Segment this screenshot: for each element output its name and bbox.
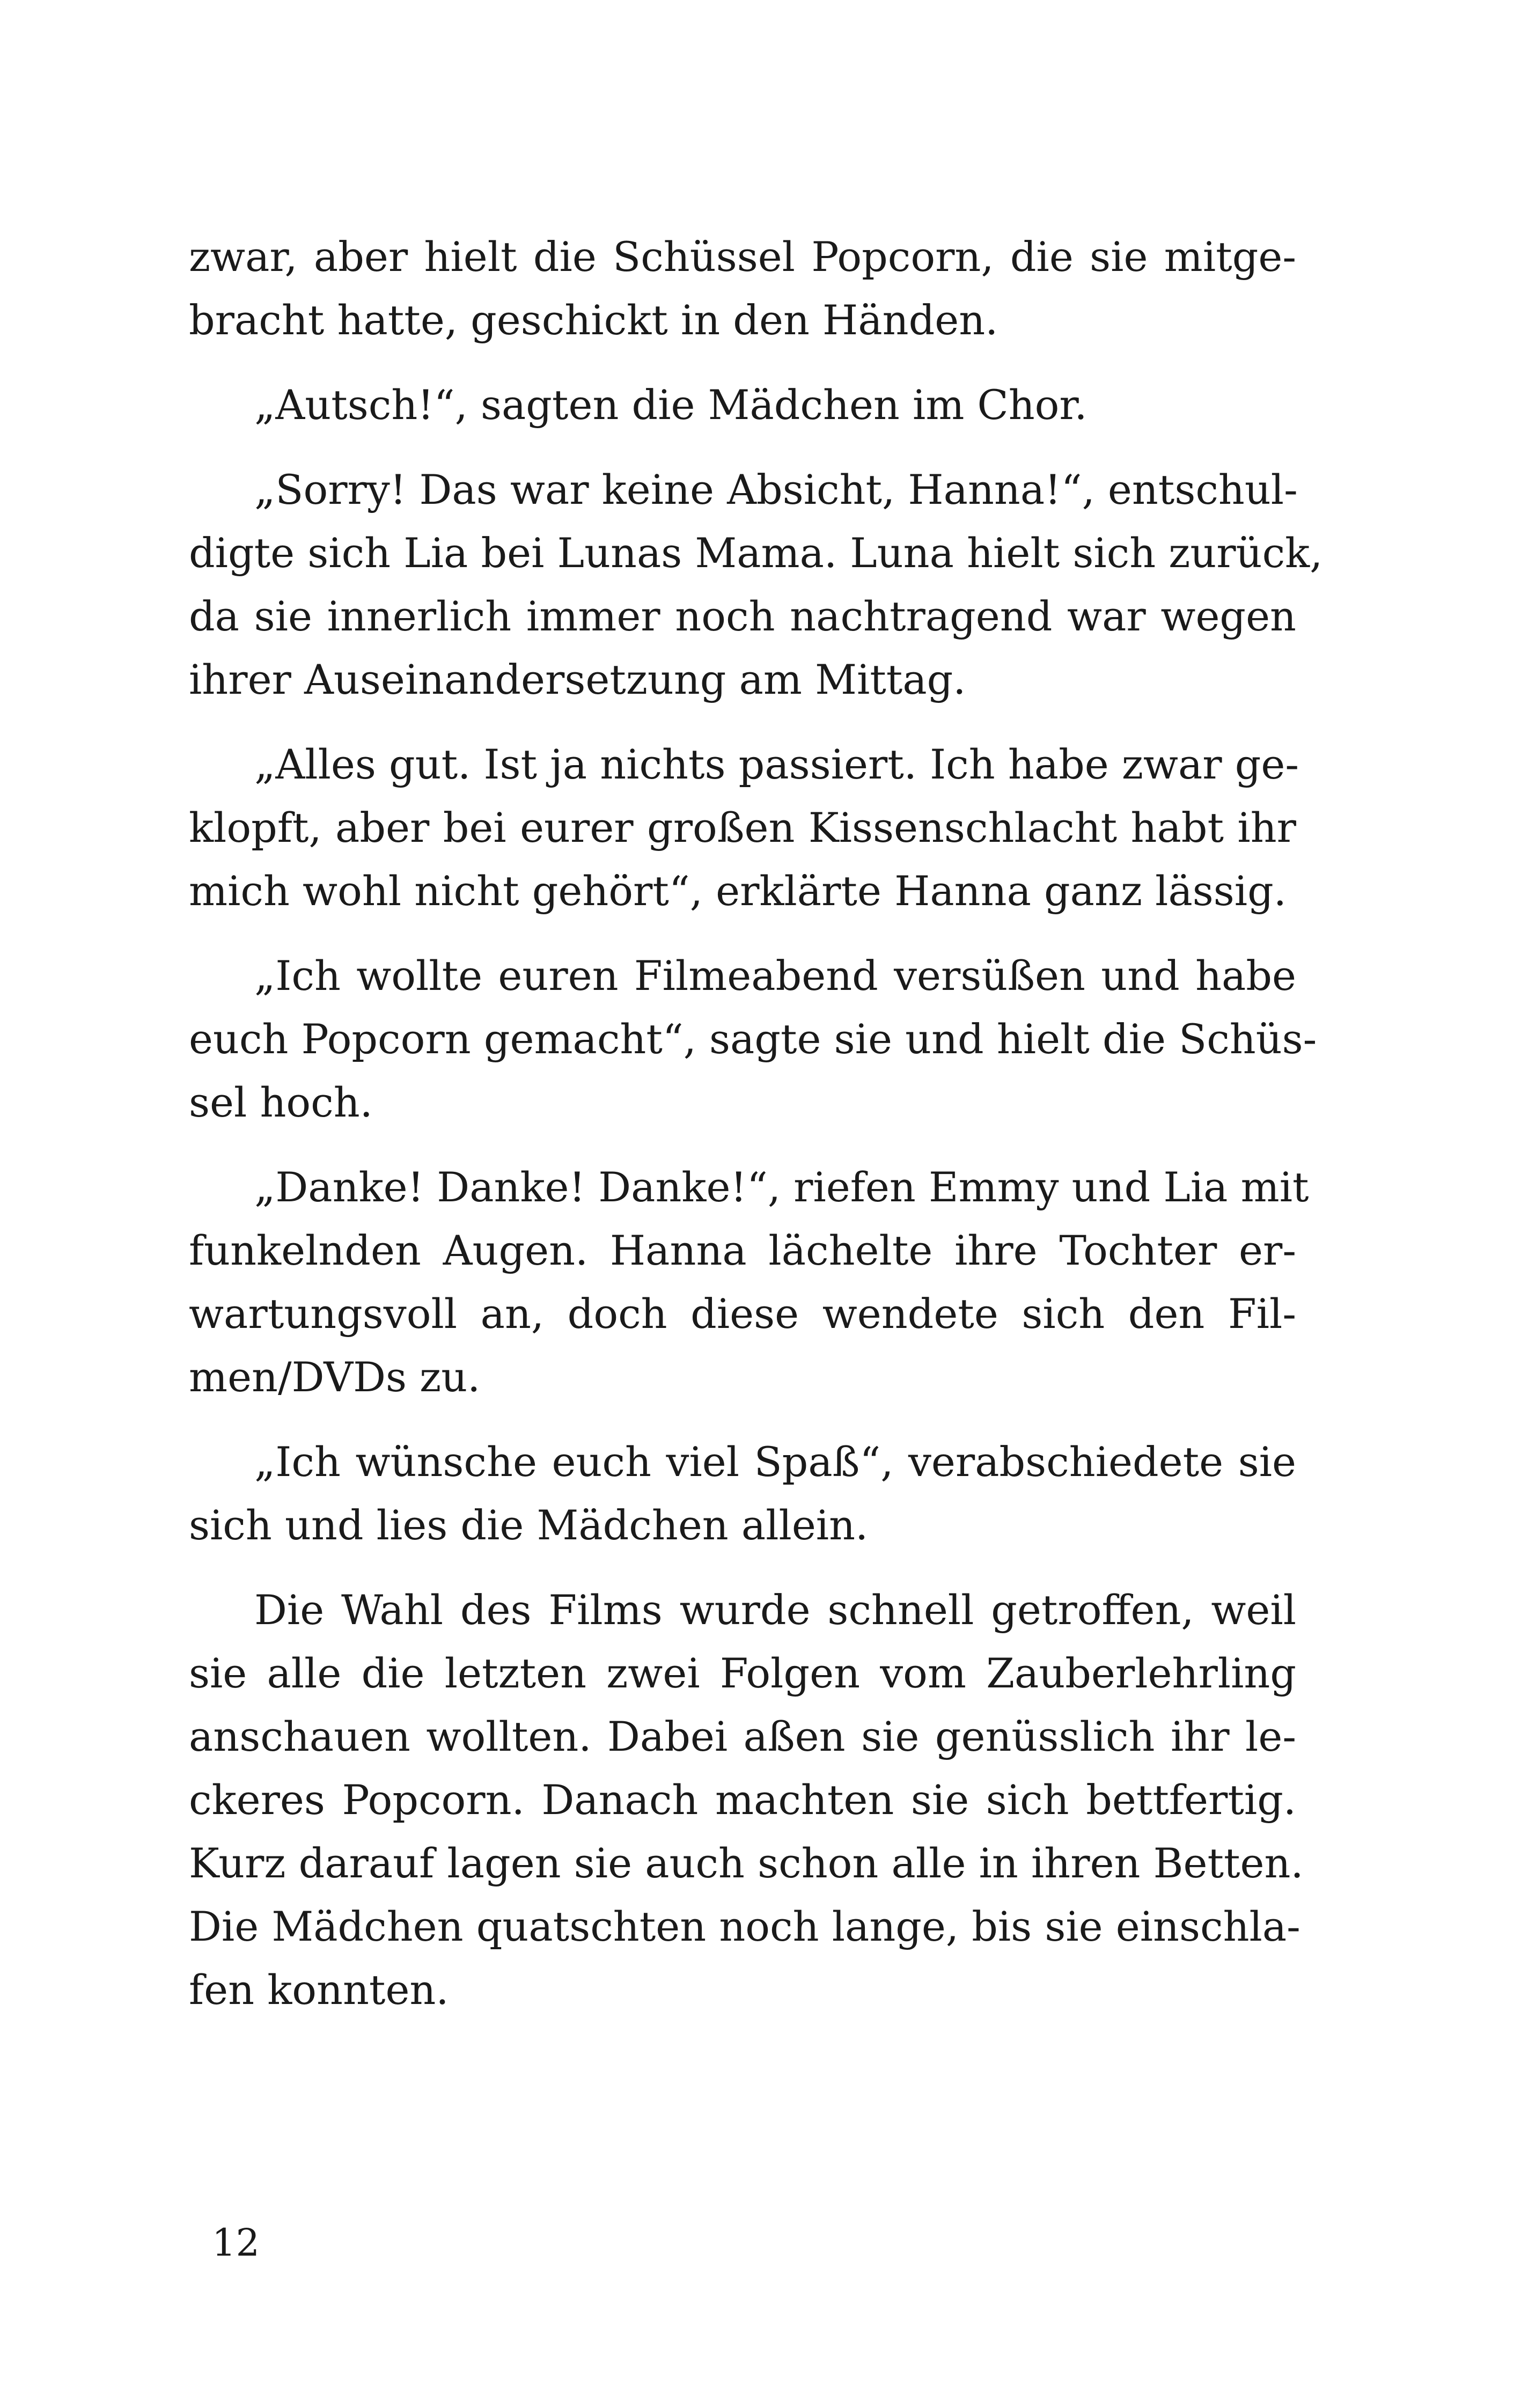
text-line: ihrer Auseinandersetzung am Mittag. <box>189 656 966 703</box>
text-line: „Sorry! Das war keine Absicht, Hanna!“, entschul- <box>254 466 1298 513</box>
paragraph-4 <box>189 733 1299 923</box>
text-line: „Ich wünsche euch viel Spaß“, verabschiedete sie <box>254 1438 1296 1486</box>
text-line: ckeres Popcorn. Danach machten sie sich bettfertig. <box>189 1776 1296 1824</box>
paragraph-7 <box>189 1430 1296 1557</box>
body-text <box>189 225 1323 2043</box>
paragraph-6 <box>189 1156 1309 1409</box>
page-number: 12 <box>212 2221 260 2265</box>
text-line: Kurz darauf lagen sie auch schon alle in ihren Betten. <box>189 1839 1304 1887</box>
text-line: „Danke! Danke! Danke!“, riefen Emmy und Lia mit <box>254 1163 1309 1211</box>
paragraph-5 <box>189 944 1317 1134</box>
text-line: da sie innerlich immer noch nachtragend war wegen <box>189 592 1296 640</box>
text-line: „Ich wollte euren Filmeabend versüßen und habe <box>254 952 1296 1000</box>
paragraph-8 <box>189 1579 1304 2022</box>
text-line: men/DVDs zu. <box>189 1353 481 1401</box>
text-line: Die Wahl des Films wurde schnell getroffen, weil <box>254 1586 1296 1634</box>
text-line: sie alle die letzten zwei Folgen vom Zauberlehrling <box>189 1649 1296 1697</box>
text-line: zwar, aber hielt die Schüssel Popcorn, die sie mitge- <box>189 233 1296 281</box>
paragraph-2 <box>189 373 1296 437</box>
paragraph-1 <box>189 225 1296 352</box>
text-line: euch Popcorn gemacht“, sagte sie und hielt die Schüs- <box>189 1015 1317 1063</box>
text-line: funkelnden Augen. Hanna lächelte ihre Tochter er- <box>189 1227 1296 1274</box>
text-line: „Alles gut. Ist ja nichts passiert. Ich habe zwar ge- <box>254 740 1299 788</box>
text-line: fen konnten. <box>189 1966 449 2014</box>
text-line: klopft, aber bei eurer großen Kissenschlacht habt ihr <box>189 804 1296 851</box>
text-line: Die Mädchen quatschten noch lange, bis sie einschla- <box>189 1903 1300 1950</box>
text-line: sel hoch. <box>189 1078 373 1126</box>
paragraph-3 <box>189 458 1323 711</box>
text-line: mich wohl nicht gehört“, erklärte Hanna ganz lässig. <box>189 867 1287 915</box>
text-line: digte sich Lia bei Lunas Mama. Luna hielt sich zurück, <box>189 529 1323 577</box>
text-line: wartungsvoll an, doch diese wendete sich den Fil- <box>189 1290 1296 1338</box>
text-line: bracht hatte, geschickt in den Händen. <box>189 296 998 344</box>
text-line: sich und lies die Mädchen allein. <box>189 1501 869 1549</box>
text-line: „Autsch!“, sagten die Mädchen im Chor. <box>254 381 1088 429</box>
text-line: anschauen wollten. Dabei aßen sie genüsslich ihr le- <box>189 1713 1296 1760</box>
